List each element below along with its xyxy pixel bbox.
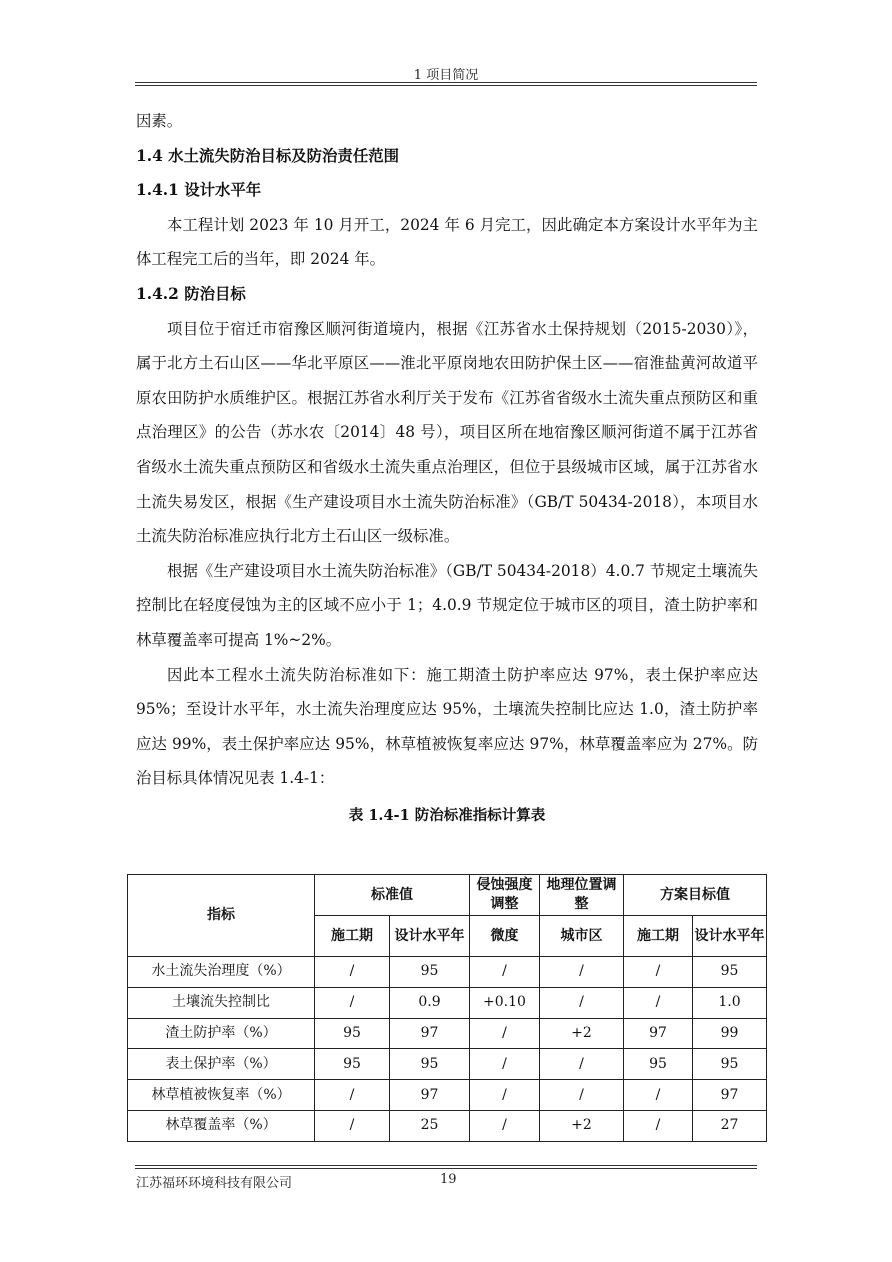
table-cell: / — [315, 1110, 390, 1141]
table-cell: 95 — [693, 1049, 767, 1080]
row-label: 林草覆盖率（%） — [128, 1110, 315, 1141]
table-cell: 97 — [693, 1080, 767, 1111]
table-cell: / — [540, 987, 624, 1018]
table-cell: / — [470, 1110, 540, 1141]
header-target: 方案目标值 — [624, 875, 767, 916]
table-cell: / — [624, 1110, 693, 1141]
header-standard: 标准值 — [315, 875, 470, 916]
table-cell: / — [315, 957, 390, 988]
table-row — [128, 1110, 767, 1141]
table-cell: / — [624, 1080, 693, 1111]
table-cell: / — [470, 1080, 540, 1111]
table-cell: 27 — [693, 1110, 767, 1141]
row-label: 表土保护率（%） — [128, 1049, 315, 1080]
footer-rule-bottom — [135, 1168, 757, 1169]
table-cell: / — [470, 1049, 540, 1080]
row-label: 土壤流失控制比 — [128, 987, 315, 1018]
table-body — [128, 957, 767, 1142]
section-heading-1-4-1: 1.4.1 设计水平年 — [136, 181, 262, 200]
table-cell: 97 — [390, 1018, 470, 1049]
header-rule-top — [135, 82, 757, 83]
footer-company: 江苏福环环境科技有限公司 — [136, 1176, 293, 1191]
section-heading-1-4-2: 1.4.2 防治目标 — [136, 284, 246, 303]
table-cell: 25 — [390, 1110, 470, 1141]
table-row — [128, 957, 767, 988]
table-cell: / — [540, 957, 624, 988]
table-cell: +0.10 — [470, 987, 540, 1018]
header-design-year: 设计水平年 — [390, 916, 470, 957]
header-slight: 微度 — [470, 916, 540, 957]
table-cell: / — [315, 987, 390, 1018]
table-cell: / — [315, 1080, 390, 1111]
table-cell: 95 — [390, 1049, 470, 1080]
table-cell: / — [540, 1049, 624, 1080]
table-row — [128, 1018, 767, 1049]
paragraph-design-year: 本工程计划 2023 年 10 月开工，2024 年 6 月完工，因此确定本方案设计水平年为主体工程完工后的当年，即 2024 年。 — [136, 215, 758, 269]
row-label: 水土流失治理度（%） — [128, 957, 315, 988]
footer-rule-top — [135, 1165, 757, 1166]
table-cell: 97 — [390, 1080, 470, 1111]
header-design-year-target: 设计水平年 — [693, 916, 767, 957]
table-cell: 97 — [624, 1018, 693, 1049]
header-erosion-adjust: 侵蚀强度调整 — [470, 875, 540, 916]
table-cell: 95 — [315, 1018, 390, 1049]
header-rule-bottom — [135, 85, 757, 86]
paragraph-standard: 根据《生产建设项目水土流失防治标准》（GB/T 50434-2018）4.0.7 节规定土壤流失控制比在轻度侵蚀为主的区域不应小于 1；4.0.9 节规定位于城市区的项目，渣土防护率和林草覆盖率可提高 1%~2%。 — [136, 561, 758, 649]
table-cell: / — [470, 957, 540, 988]
row-label: 林草植被恢复率（%） — [128, 1080, 315, 1111]
table-cell: +2 — [540, 1110, 624, 1141]
header-title: 1 项目简况 — [413, 68, 479, 83]
paragraph-targets: 因此本工程水土流失防治标准如下：施工期渣土防护率应达 97%，表土保护率应达 95%；至设计水平年，水土流失治理度应达 95%，土壤流失控制比应达 1.0，渣土防护率应达 99%，表土保护率应达 95%，林草植被恢复率应达 97%，林草覆盖率应为 27%。防治目标具体情况见表 1.4-1： — [136, 665, 758, 788]
table-caption: 表 1.4-1 防治标准指标计算表 — [348, 806, 546, 824]
header-construction-target: 施工期 — [624, 916, 693, 957]
page-body — [136, 104, 758, 831]
table-cell: 1.0 — [693, 987, 767, 1018]
table-cell: 95 — [693, 957, 767, 988]
table-row — [128, 987, 767, 1018]
table-cell: / — [624, 957, 693, 988]
table-cell: +2 — [540, 1018, 624, 1049]
table-cell: 95 — [624, 1049, 693, 1080]
table-cell: / — [540, 1080, 624, 1111]
table-cell: / — [470, 1018, 540, 1049]
section-heading-1-4: 1.4 水土流失防治目标及防治责任范围 — [136, 146, 399, 165]
header-geo-adjust: 地理位置调整 — [540, 875, 624, 916]
table-cell: / — [624, 987, 693, 1018]
page-number: 19 — [440, 1172, 457, 1187]
table-cell: 0.9 — [390, 987, 470, 1018]
header-urban: 城市区 — [540, 916, 624, 957]
row-label: 渣土防护率（%） — [128, 1018, 315, 1049]
header-indicator: 指标 — [128, 875, 315, 957]
table-row — [128, 1080, 767, 1111]
paragraph-location: 项目位于宿迁市宿豫区顺河街道境内，根据《江苏省水土保持规划（2015-2030）》，属于北方土石山区——华北平原区——淮北平原岗地农田防护保土区——宿淮盐黄河故道平原农田防护水质维护区。根据江苏省水利厅关于发布《江苏省省级水土流失重点预防区和重点治理区》的公告（苏水农〔2014〕48 号），项目区所在地宿豫区顺河街道不属于江苏省省级水土流失重点预防区和省级水土流失重点治理区，但位于县级城市区域，属于江苏省水土流失易发区，根据《生产建设项目水土流失防治标准》（GB/T 50434-2018），本项目水土流失防治标准应执行北方土石山区一级标准。 — [136, 319, 758, 546]
table-cell: 99 — [693, 1018, 767, 1049]
table-cell: 95 — [315, 1049, 390, 1080]
table-row — [128, 1049, 767, 1080]
prevention-standard-table — [127, 874, 767, 1142]
paragraph-intro: 因素。 — [136, 112, 183, 130]
table-cell: 95 — [390, 957, 470, 988]
header-construction: 施工期 — [315, 916, 390, 957]
